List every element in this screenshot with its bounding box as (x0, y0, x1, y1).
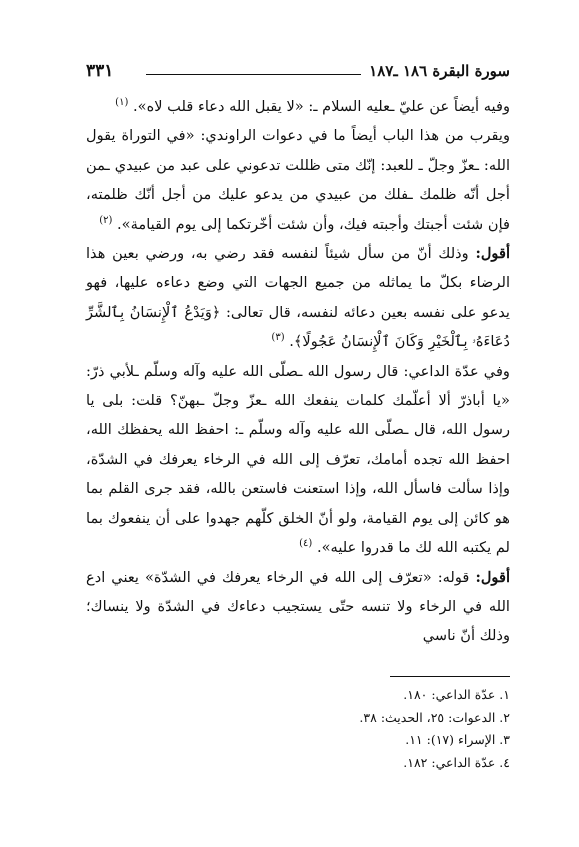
surah-title: سورة البقرة ١٨٦ ـ١٨٧ (361, 62, 510, 80)
lead-word: أقول: (475, 568, 510, 586)
paragraph (86, 357, 510, 563)
main-text (86, 92, 510, 651)
footnote: ٣. الإسراء (١٧): ١١. (405, 732, 510, 747)
footnote-marker: (١) (115, 97, 129, 109)
paragraph-text: أقول: قوله: «تعرّف إلى الله في الرخاء يعرفك في الشدّة» يعني ادع الله في الرخاء ولا تنسه حتّى يستجيب دعاءك في الشدّة ولا ينساك؛ وذلك أنّ ناسي (86, 568, 510, 645)
paragraph (86, 563, 510, 651)
paragraph (86, 239, 510, 357)
paragraph-text: ويقرب من هذا الباب أيضاً ما في دعوات الراوندي: «في التوراة يقول الله: ـعزّ وجلّ ـ للعبد: إنّك متى ظللت تدعوني على عبد من عبيدي ـمن أجل أنّه ظلمك ـفلك من عبيدي من يدعو عليك من أجل أنّك ظلمته، فإن شئت أجبتك وأجبته فيك، وأن شئت أخّرتكما إلى يوم القيامة». (86, 127, 510, 233)
page-number: ٣٣١ (86, 61, 114, 81)
footnote-separator (390, 676, 510, 677)
footnote: ٤. عدّة الداعي: ١٨٢. (403, 754, 510, 770)
footnote-marker: (٤) (299, 538, 313, 550)
paragraph-text: أقول: وذلك أنّ من سأل شيئاً لنفسه فقد رضي به، ورضي بعين هذا الرضاء بكلّ ما يماثله من جميع الجهات التي وضع دعاءه عليها، فهو يدعو على نفسه بعين دعائه لنفسه، قال تعالى: ﴿وَيَدْعُ ٱلْإِنسَانُ بِٱلشَّرِّ دُعَاءَهُۥ بِٱلْخَيْرِ وَكَانَ ٱلْإِنسَانُ عَجُولًا﴾. (86, 245, 510, 351)
footnote: ٢. الدعوات: ٢٥، الحديث: ٣٨. (359, 709, 510, 725)
paragraph-text: وفي عدّة الداعي: قال رسول الله ـصلّى الله عليه وآله وسلّم ـلأبي ذرّ: «يا أباذرّ ألا أعلّمك كلمات ينفعك الله ـعزّ وجلّ ـبهنّ؟ قلت: بلى يا رسول الله، قال ـصلّى الله عليه وآله وسلّم ـ: احفظ الله يحفظك الله، احفظ الله تجده أمامك، تعرّف إلى الله في الرخاء يعرفك في الشدّة، وإذا سألت فاسأل الله، وإذا استعنت فاستعن بالله، فقد جرى القلم بما هو كائن إلى يوم القيامة، ولو أنّ الخلق كلّهم جهدوا على أن ينفعوك بما لم يكتبه الله لك ما قدروا عليه». (86, 362, 510, 557)
footnote-marker: (٣) (271, 332, 285, 344)
footnotes (86, 684, 510, 774)
lead-word: أقول: (475, 245, 510, 263)
footnote: ١. عدّة الداعي: ١٨٠. (403, 687, 510, 702)
running-header (86, 62, 510, 86)
paragraph (86, 92, 510, 121)
header-rule (146, 74, 370, 75)
paragraph-text: وفيه أيضاً عن عليّ ـعليه السلام ـ: «لا يقبل الله دعاء قلب لاه». (133, 98, 510, 115)
footnote-marker: (٢) (99, 214, 113, 226)
paragraph (86, 121, 510, 239)
